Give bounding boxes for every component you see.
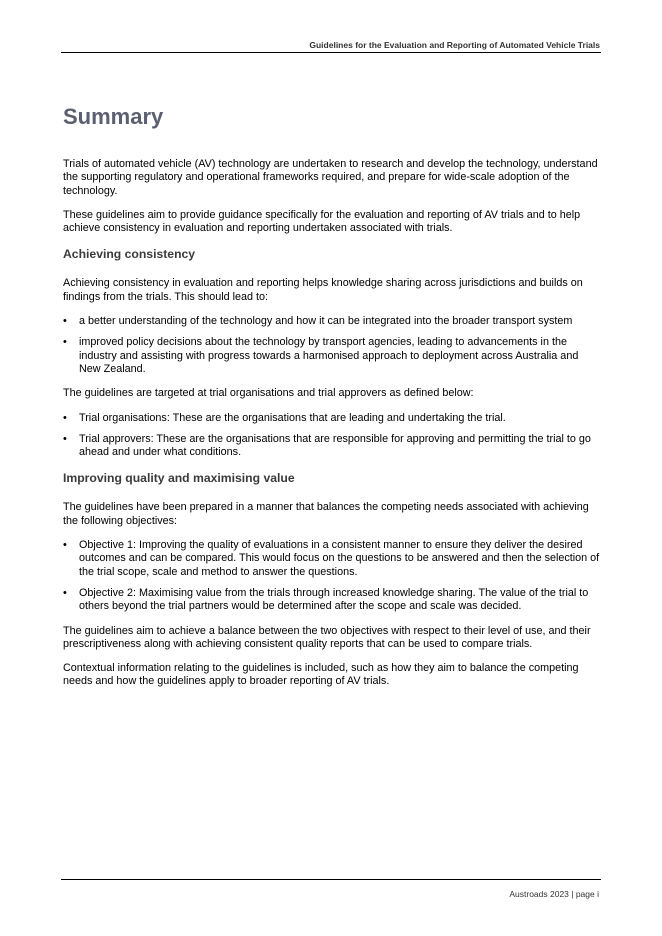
list-item: • Trial approvers: These are the organisations that are responsible for approving and permitting the trial to go ahead and under what conditions. [63,433,600,460]
consistency-bullet-list [63,315,600,376]
page-footer: Austroads 2023 | page i [509,889,599,899]
section-heading-consistency: Achieving consistency [63,247,196,262]
summary-paragraph-1: Trials of automated vehicle (AV) technology are undertaken to research and develop the technology, understand the supporting regulatory and operational frameworks required, and prepare for wide-scale adoption of the technology. [63,158,598,197]
list-item: • Objective 1: Improving the quality of evaluations in a consistent manner to ensure they deliver the desired outcomes and can be compared. This would focus on the questions to be answered and then the selection of the trial scope, scale and method to answer the questions. [63,539,600,579]
context-paragraph: Contextual information relating to the guidelines is included, such as how they aim to balance the competing needs and how the guidelines apply to broader reporting of AV trials. [63,662,579,688]
targets-bullet-list [63,412,600,460]
page-title: Summary [63,104,164,129]
page-content [63,102,600,700]
footer-divider [61,879,601,880]
running-header: Guidelines for the Evaluation and Reporting of Automated Vehicle Trials [309,40,600,50]
list-item: • Objective 2: Maximising value from the trials through increased knowledge sharing. The value of the trial to others beyond the trial partners would be determined after the scope and scale was decided. [63,587,600,614]
consistency-intro: Achieving consistency in evaluation and reporting helps knowledge sharing across jurisdictions and builds on findings from the trials. This should lead to: [63,277,583,303]
list-item: • improved policy decisions about the technology by transport agencies, leading to advancements in the industry and assisting with progress towards a harmonised approach to deployment across Australia and New Zealand. [63,336,600,376]
targets-intro: The guidelines are targeted at trial organisations and trial approvers as defined below: [63,387,474,400]
summary-paragraph-2: These guidelines aim to provide guidance specifically for the evaluation and reporting of AV trials and to help achieve consistency in evaluation and reporting undertaken associated with trials. [63,208,581,235]
list-item: • Trial organisations: These are the organisations that are leading and undertaking the trial. [63,412,600,425]
objectives-bullet-list [63,539,600,613]
header-divider [61,52,601,53]
list-item: • a better understanding of the technology and how it can be integrated into the broader transport system [63,315,600,328]
section-heading-quality: Improving quality and maximising value [63,471,295,486]
quality-intro: The guidelines have been prepared in a manner that balances the competing needs associated with achieving the following objectives: [63,501,589,527]
balance-paragraph: The guidelines aim to achieve a balance between the two objectives with respect to their level of use, and their prescriptiveness along with achieving consistent quality reports that can be used to compare trials. [63,624,591,650]
